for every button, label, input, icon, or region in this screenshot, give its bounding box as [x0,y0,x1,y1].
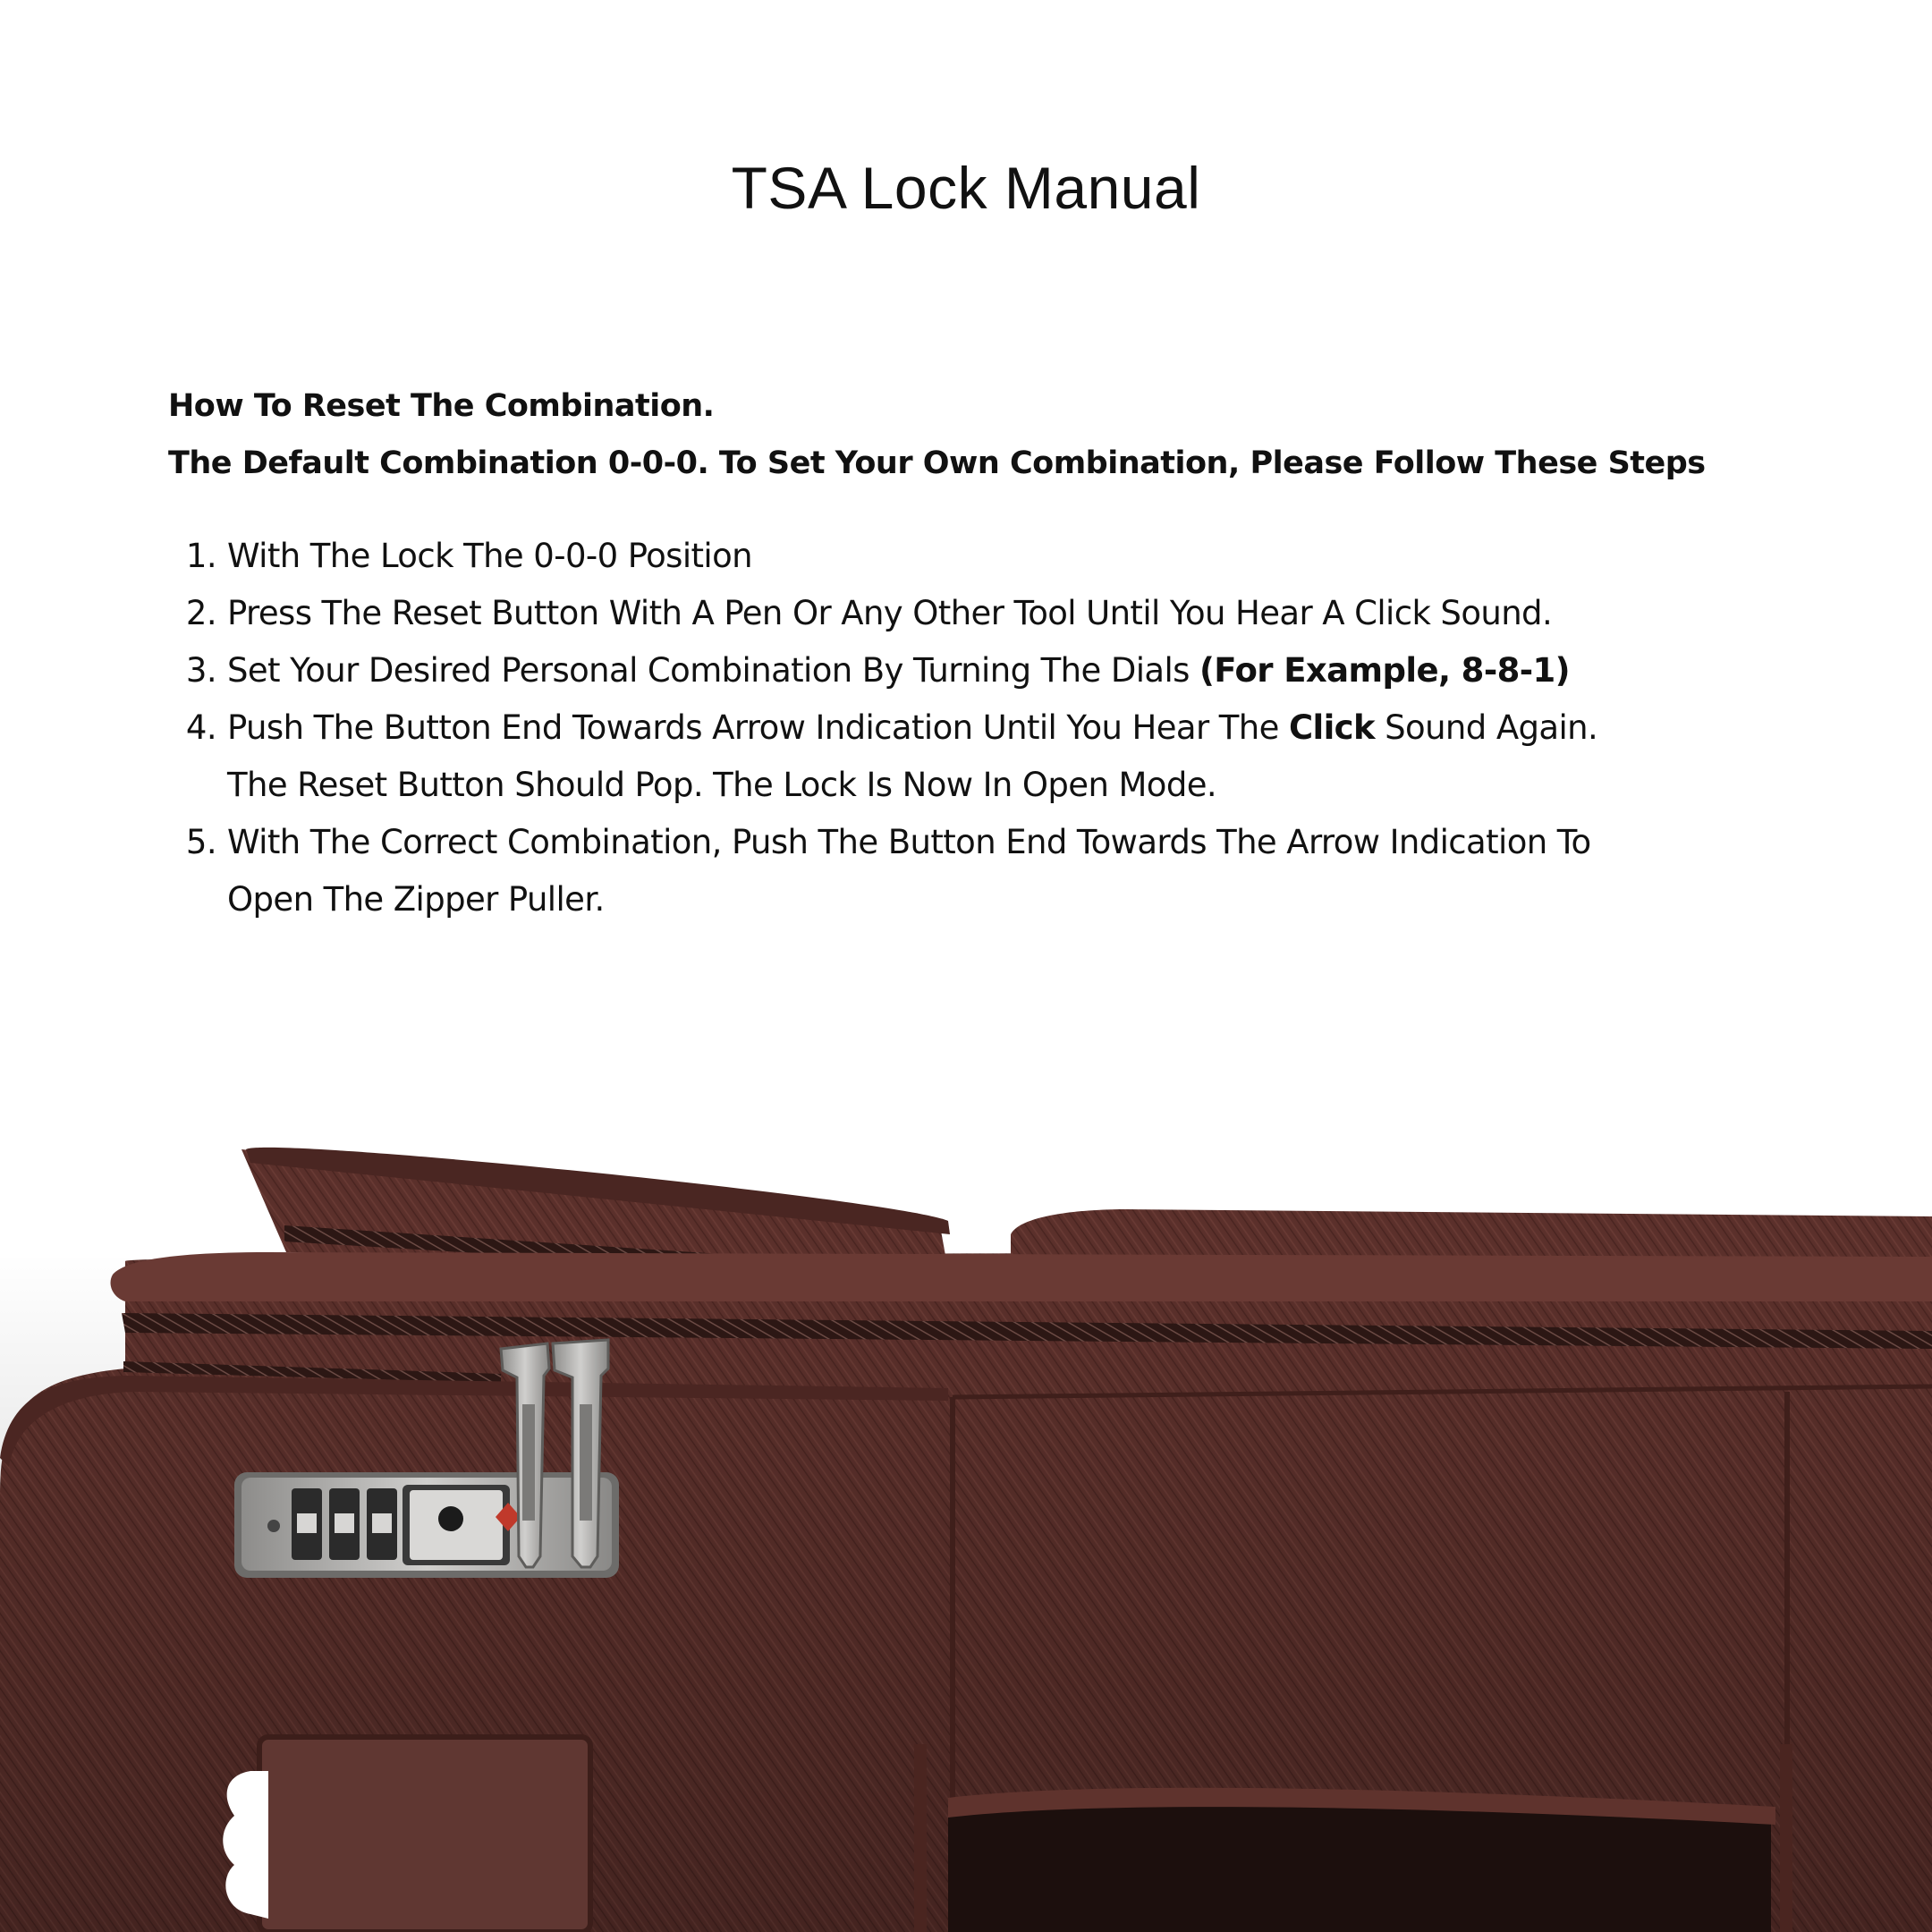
side-ridge [111,1252,1932,1301]
luggage-tag [259,1737,590,1932]
step-text-line1: With The Correct Combination, Push The Button End Towards The Arrow Indication To [227,823,1591,861]
step-item [168,585,1868,642]
step-number: 3. [185,651,216,690]
step-item [168,528,1868,585]
step-text-before: Push The Button End Towards Arrow Indication Until You Hear The [227,708,1289,747]
step-text-after: Sound Again. [1375,708,1598,747]
step-text [227,642,1868,699]
step-text-plain: Set Your Desired Personal Combination By Turning The Dials [227,651,1199,690]
step-click-bold: Click [1288,708,1375,747]
step-text [227,814,1868,928]
step-text-line2: Open The Zipper Puller. [227,880,605,919]
step-example-bold: (For Example, 8-8-1) [1199,651,1570,690]
tag-hole [223,1771,268,1919]
step-text [227,699,1868,814]
lock-indicator [267,1520,280,1532]
step-number: 2. [185,594,216,632]
step-number: 5. [185,823,216,861]
step-number: 4. [185,708,216,747]
steps-list [168,528,1868,928]
step-number: 1. [185,537,216,575]
step-item [168,814,1868,928]
step-text: With The Lock The 0-0-0 Position [227,537,753,575]
step-item [168,699,1868,814]
step-text-line2: The Reset Button Should Pop. The Lock Is Now In Open Mode. [227,766,1217,804]
page-title: TSA Lock Manual [731,155,1201,221]
step-text: Press The Reset Button With A Pen Or Any Other Tool Until You Hear A Click Sound. [227,594,1553,632]
intro-heading: How To Reset The Combination. [168,388,715,424]
pocket-stitch-left [914,1744,927,1932]
pocket-stitch-right [1780,1744,1792,1932]
intro-subheading: The Default Combination 0-0-0. To Set Your Own Combination, Please Follow These Steps [168,445,1706,481]
step-item [168,642,1868,699]
suitcase-photo [0,1109,1932,1932]
key-slot [438,1506,463,1531]
intro-block [168,377,1868,492]
